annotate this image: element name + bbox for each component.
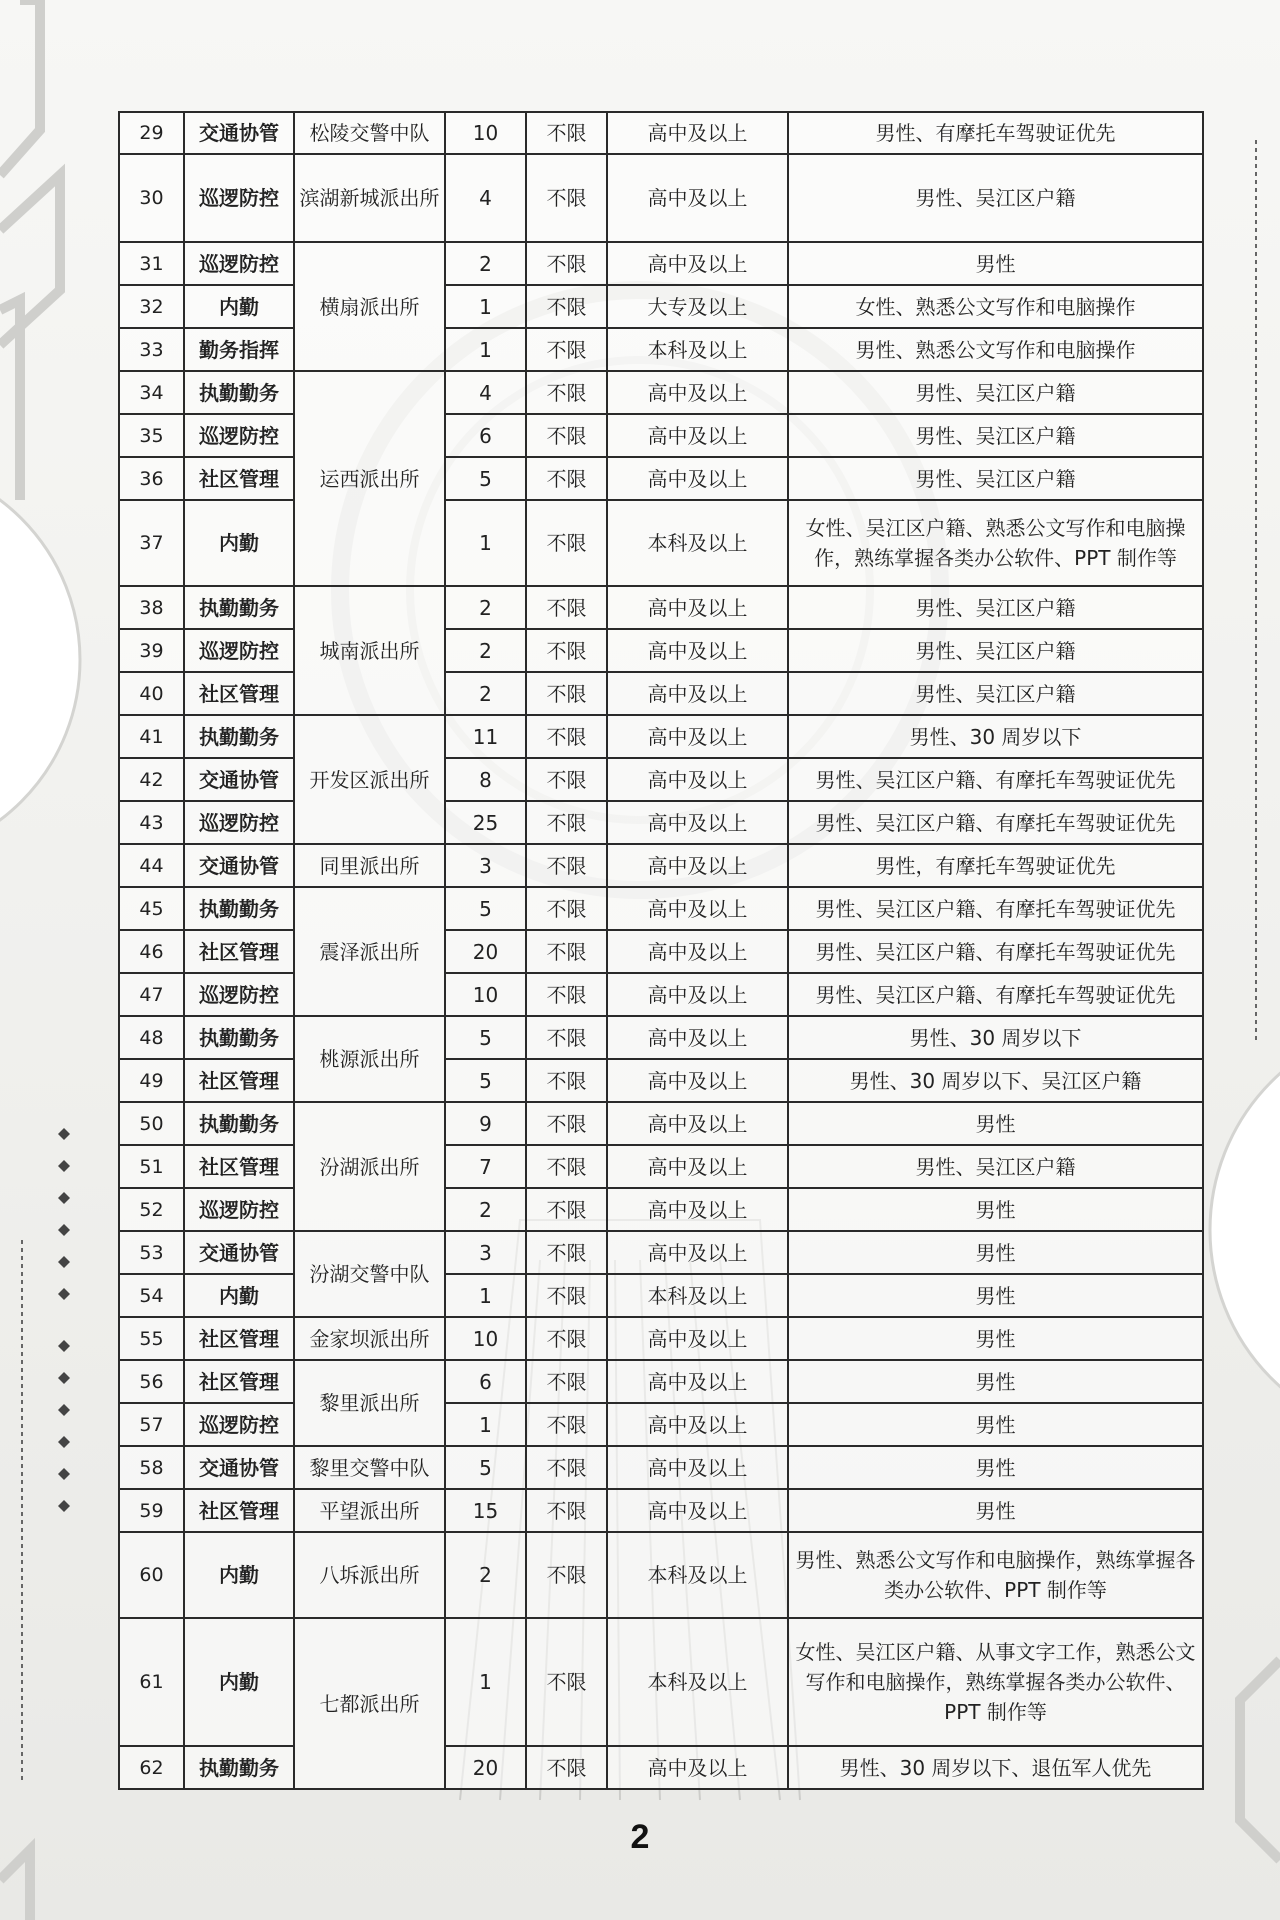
requirement-cell: 男性、熟悉公文写作和电脑操作，熟练掌握各类办公软件、PPT 制作等	[788, 1532, 1203, 1618]
position-cell: 执勤勤务	[184, 586, 294, 629]
position-cell: 社区管理	[184, 672, 294, 715]
education-cell: 本科及以上	[607, 1274, 788, 1317]
age-cell: 不限	[526, 629, 607, 672]
table-row	[119, 242, 1203, 285]
count-cell: 6	[445, 414, 526, 457]
row-number: 56	[119, 1360, 184, 1403]
row-number: 52	[119, 1188, 184, 1231]
education-cell: 高中及以上	[607, 1403, 788, 1446]
row-number: 55	[119, 1317, 184, 1360]
table-row	[119, 1274, 1203, 1317]
age-cell: 不限	[526, 758, 607, 801]
table-row	[119, 629, 1203, 672]
count-cell: 10	[445, 973, 526, 1016]
position-cell: 社区管理	[184, 1059, 294, 1102]
requirement-cell: 男性、30 周岁以下	[788, 715, 1203, 758]
table-row	[119, 1403, 1203, 1446]
position-cell: 内勤	[184, 1618, 294, 1746]
row-number: 53	[119, 1231, 184, 1274]
position-cell: 巡逻防控	[184, 1188, 294, 1231]
unit-cell: 桃源派出所	[294, 1016, 445, 1102]
count-cell: 7	[445, 1145, 526, 1188]
education-cell: 高中及以上	[607, 629, 788, 672]
position-cell: 社区管理	[184, 457, 294, 500]
age-cell: 不限	[526, 1317, 607, 1360]
row-number: 36	[119, 457, 184, 500]
requirement-cell: 男性、吴江区户籍	[788, 154, 1203, 242]
age-cell: 不限	[526, 371, 607, 414]
table-row	[119, 414, 1203, 457]
position-cell: 社区管理	[184, 1317, 294, 1360]
requirement-cell: 女性、吴江区户籍、从事文字工作，熟悉公文写作和电脑操作，熟练掌握各类办公软件、PPT 制作等	[788, 1618, 1203, 1746]
requirement-cell: 男性、吴江区户籍	[788, 586, 1203, 629]
table-row	[119, 1231, 1203, 1274]
table-row	[119, 1016, 1203, 1059]
count-cell: 5	[445, 887, 526, 930]
table-row	[119, 1188, 1203, 1231]
row-number: 30	[119, 154, 184, 242]
count-cell: 5	[445, 1446, 526, 1489]
table-row	[119, 1145, 1203, 1188]
age-cell: 不限	[526, 1403, 607, 1446]
education-cell: 高中及以上	[607, 801, 788, 844]
row-number: 39	[119, 629, 184, 672]
requirement-cell: 男性、吴江区户籍	[788, 414, 1203, 457]
row-number: 38	[119, 586, 184, 629]
position-cell: 巡逻防控	[184, 154, 294, 242]
education-cell: 高中及以上	[607, 1317, 788, 1360]
education-cell: 高中及以上	[607, 1145, 788, 1188]
position-cell: 执勤勤务	[184, 1016, 294, 1059]
education-cell: 高中及以上	[607, 242, 788, 285]
position-cell: 交通协管	[184, 1446, 294, 1489]
education-cell: 本科及以上	[607, 1618, 788, 1746]
education-cell: 高中及以上	[607, 672, 788, 715]
count-cell: 1	[445, 1618, 526, 1746]
age-cell: 不限	[526, 1489, 607, 1532]
education-cell: 高中及以上	[607, 758, 788, 801]
count-cell: 5	[445, 1016, 526, 1059]
row-number: 34	[119, 371, 184, 414]
unit-cell: 八坼派出所	[294, 1532, 445, 1618]
position-cell: 交通协管	[184, 758, 294, 801]
row-number: 32	[119, 285, 184, 328]
count-cell: 2	[445, 586, 526, 629]
position-cell: 巡逻防控	[184, 242, 294, 285]
unit-cell: 城南派出所	[294, 586, 445, 715]
age-cell: 不限	[526, 715, 607, 758]
position-cell: 巡逻防控	[184, 414, 294, 457]
education-cell: 高中及以上	[607, 1059, 788, 1102]
age-cell: 不限	[526, 672, 607, 715]
unit-cell: 滨湖新城派出所	[294, 154, 445, 242]
age-cell: 不限	[526, 500, 607, 586]
row-number: 42	[119, 758, 184, 801]
count-cell: 20	[445, 1746, 526, 1789]
requirement-cell: 女性、熟悉公文写作和电脑操作	[788, 285, 1203, 328]
row-number: 35	[119, 414, 184, 457]
position-cell: 执勤勤务	[184, 715, 294, 758]
education-cell: 高中及以上	[607, 1016, 788, 1059]
position-cell: 内勤	[184, 1532, 294, 1618]
age-cell: 不限	[526, 328, 607, 371]
age-cell: 不限	[526, 1274, 607, 1317]
age-cell: 不限	[526, 1360, 607, 1403]
position-cell: 交通协管	[184, 1231, 294, 1274]
requirement-cell: 男性、30 周岁以下、退伍军人优先	[788, 1746, 1203, 1789]
education-cell: 本科及以上	[607, 1532, 788, 1618]
table-row	[119, 1360, 1203, 1403]
requirement-cell: 男性	[788, 1489, 1203, 1532]
unit-cell: 平望派出所	[294, 1489, 445, 1532]
requirement-cell: 男性、吴江区户籍	[788, 371, 1203, 414]
requirement-cell: 男性、30 周岁以下、吴江区户籍	[788, 1059, 1203, 1102]
row-number: 54	[119, 1274, 184, 1317]
education-cell: 高中及以上	[607, 1489, 788, 1532]
education-cell: 高中及以上	[607, 1231, 788, 1274]
age-cell: 不限	[526, 1188, 607, 1231]
age-cell: 不限	[526, 154, 607, 242]
education-cell: 高中及以上	[607, 715, 788, 758]
requirement-cell: 男性	[788, 1360, 1203, 1403]
age-cell: 不限	[526, 930, 607, 973]
requirement-cell: 男性、吴江区户籍	[788, 1145, 1203, 1188]
count-cell: 10	[445, 1317, 526, 1360]
requirement-cell: 男性	[788, 1317, 1203, 1360]
unit-cell: 七都派出所	[294, 1618, 445, 1789]
table-row	[119, 1317, 1203, 1360]
age-cell: 不限	[526, 586, 607, 629]
row-number: 44	[119, 844, 184, 887]
education-cell: 大专及以上	[607, 285, 788, 328]
requirement-cell: 男性	[788, 1403, 1203, 1446]
age-cell: 不限	[526, 1618, 607, 1746]
table-row	[119, 285, 1203, 328]
row-number: 33	[119, 328, 184, 371]
table-row	[119, 500, 1203, 586]
row-number: 29	[119, 112, 184, 154]
unit-cell: 运西派出所	[294, 371, 445, 586]
table-row	[119, 930, 1203, 973]
requirement-cell: 女性、吴江区户籍、熟悉公文写作和电脑操作，熟练掌握各类办公软件、PPT 制作等	[788, 500, 1203, 586]
age-cell: 不限	[526, 973, 607, 1016]
position-cell: 社区管理	[184, 1360, 294, 1403]
education-cell: 高中及以上	[607, 1360, 788, 1403]
row-number: 59	[119, 1489, 184, 1532]
age-cell: 不限	[526, 887, 607, 930]
table-row	[119, 1532, 1203, 1618]
position-cell: 社区管理	[184, 930, 294, 973]
count-cell: 9	[445, 1102, 526, 1145]
unit-cell: 同里派出所	[294, 844, 445, 887]
position-cell: 内勤	[184, 1274, 294, 1317]
row-number: 47	[119, 973, 184, 1016]
position-cell: 勤务指挥	[184, 328, 294, 371]
table-row	[119, 112, 1203, 154]
requirement-cell: 男性	[788, 1188, 1203, 1231]
table-row	[119, 844, 1203, 887]
requirement-cell: 男性、有摩托车驾驶证优先	[788, 112, 1203, 154]
age-cell: 不限	[526, 1059, 607, 1102]
education-cell: 高中及以上	[607, 1446, 788, 1489]
count-cell: 8	[445, 758, 526, 801]
requirement-cell: 男性、熟悉公文写作和电脑操作	[788, 328, 1203, 371]
requirement-cell: 男性、吴江区户籍	[788, 457, 1203, 500]
requirement-cell: 男性、吴江区户籍、有摩托车驾驶证优先	[788, 758, 1203, 801]
requirement-cell: 男性	[788, 242, 1203, 285]
count-cell: 2	[445, 242, 526, 285]
table-row	[119, 328, 1203, 371]
position-cell: 内勤	[184, 500, 294, 586]
position-cell: 执勤勤务	[184, 371, 294, 414]
row-number: 49	[119, 1059, 184, 1102]
position-cell: 社区管理	[184, 1489, 294, 1532]
table-row	[119, 715, 1203, 758]
position-cell: 内勤	[184, 285, 294, 328]
unit-cell: 汾湖派出所	[294, 1102, 445, 1231]
row-number: 51	[119, 1145, 184, 1188]
age-cell: 不限	[526, 1016, 607, 1059]
requirement-cell: 男性，有摩托车驾驶证优先	[788, 844, 1203, 887]
count-cell: 2	[445, 629, 526, 672]
position-cell: 社区管理	[184, 1145, 294, 1188]
education-cell: 高中及以上	[607, 586, 788, 629]
age-cell: 不限	[526, 1145, 607, 1188]
row-number: 61	[119, 1618, 184, 1746]
table-row	[119, 1446, 1203, 1489]
age-cell: 不限	[526, 1446, 607, 1489]
position-cell: 交通协管	[184, 844, 294, 887]
table-row	[119, 586, 1203, 629]
position-cell: 巡逻防控	[184, 801, 294, 844]
age-cell: 不限	[526, 801, 607, 844]
count-cell: 2	[445, 1188, 526, 1231]
row-number: 58	[119, 1446, 184, 1489]
requirement-cell: 男性	[788, 1446, 1203, 1489]
row-number: 57	[119, 1403, 184, 1446]
count-cell: 1	[445, 1274, 526, 1317]
unit-cell: 松陵交警中队	[294, 112, 445, 154]
count-cell: 5	[445, 1059, 526, 1102]
table-row	[119, 457, 1203, 500]
table-row	[119, 801, 1203, 844]
count-cell: 4	[445, 371, 526, 414]
row-number: 41	[119, 715, 184, 758]
page-number: 2	[630, 1818, 650, 1856]
requirement-cell: 男性、吴江区户籍、有摩托车驾驶证优先	[788, 973, 1203, 1016]
age-cell: 不限	[526, 1231, 607, 1274]
education-cell: 本科及以上	[607, 328, 788, 371]
position-cell: 巡逻防控	[184, 1403, 294, 1446]
row-number: 62	[119, 1746, 184, 1789]
table-row	[119, 758, 1203, 801]
age-cell: 不限	[526, 1102, 607, 1145]
position-cell: 巡逻防控	[184, 973, 294, 1016]
requirement-cell: 男性	[788, 1102, 1203, 1145]
unit-cell: 黎里派出所	[294, 1360, 445, 1446]
position-cell: 执勤勤务	[184, 1102, 294, 1145]
table-row	[119, 154, 1203, 242]
table-row	[119, 1489, 1203, 1532]
count-cell: 1	[445, 500, 526, 586]
age-cell: 不限	[526, 242, 607, 285]
table-row	[119, 973, 1203, 1016]
unit-cell: 汾湖交警中队	[294, 1231, 445, 1317]
row-number: 60	[119, 1532, 184, 1618]
requirement-cell: 男性	[788, 1274, 1203, 1317]
position-cell: 执勤勤务	[184, 1746, 294, 1789]
count-cell: 10	[445, 112, 526, 154]
education-cell: 高中及以上	[607, 973, 788, 1016]
requirement-cell: 男性	[788, 1231, 1203, 1274]
count-cell: 1	[445, 328, 526, 371]
position-cell: 巡逻防控	[184, 629, 294, 672]
row-number: 31	[119, 242, 184, 285]
education-cell: 高中及以上	[607, 154, 788, 242]
age-cell: 不限	[526, 112, 607, 154]
row-number: 37	[119, 500, 184, 586]
education-cell: 高中及以上	[607, 457, 788, 500]
count-cell: 5	[445, 457, 526, 500]
education-cell: 高中及以上	[607, 1102, 788, 1145]
count-cell: 3	[445, 1231, 526, 1274]
recruitment-table	[118, 111, 1204, 1790]
position-cell: 交通协管	[184, 112, 294, 154]
row-number: 46	[119, 930, 184, 973]
education-cell: 高中及以上	[607, 414, 788, 457]
requirement-cell: 男性、吴江区户籍、有摩托车驾驶证优先	[788, 887, 1203, 930]
table-row	[119, 1746, 1203, 1789]
education-cell: 高中及以上	[607, 1746, 788, 1789]
count-cell: 1	[445, 285, 526, 328]
age-cell: 不限	[526, 457, 607, 500]
requirement-cell: 男性、吴江区户籍	[788, 629, 1203, 672]
count-cell: 20	[445, 930, 526, 973]
unit-cell: 开发区派出所	[294, 715, 445, 844]
table-row	[119, 887, 1203, 930]
count-cell: 1	[445, 1403, 526, 1446]
table-row	[119, 672, 1203, 715]
education-cell: 高中及以上	[607, 1188, 788, 1231]
age-cell: 不限	[526, 1532, 607, 1618]
table-row	[119, 371, 1203, 414]
table-row	[119, 1618, 1203, 1746]
requirement-cell: 男性、吴江区户籍、有摩托车驾驶证优先	[788, 801, 1203, 844]
count-cell: 2	[445, 672, 526, 715]
table-row	[119, 1102, 1203, 1145]
age-cell: 不限	[526, 414, 607, 457]
row-number: 50	[119, 1102, 184, 1145]
age-cell: 不限	[526, 844, 607, 887]
requirement-cell: 男性、30 周岁以下	[788, 1016, 1203, 1059]
position-cell: 执勤勤务	[184, 887, 294, 930]
count-cell: 3	[445, 844, 526, 887]
unit-cell: 黎里交警中队	[294, 1446, 445, 1489]
requirement-cell: 男性、吴江区户籍	[788, 672, 1203, 715]
row-number: 40	[119, 672, 184, 715]
age-cell: 不限	[526, 1746, 607, 1789]
count-cell: 11	[445, 715, 526, 758]
table-row	[119, 1059, 1203, 1102]
count-cell: 25	[445, 801, 526, 844]
education-cell: 高中及以上	[607, 887, 788, 930]
unit-cell: 金家坝派出所	[294, 1317, 445, 1360]
unit-cell: 横扇派出所	[294, 242, 445, 371]
education-cell: 本科及以上	[607, 500, 788, 586]
row-number: 45	[119, 887, 184, 930]
education-cell: 高中及以上	[607, 112, 788, 154]
unit-cell: 震泽派出所	[294, 887, 445, 1016]
row-number: 43	[119, 801, 184, 844]
education-cell: 高中及以上	[607, 371, 788, 414]
count-cell: 4	[445, 154, 526, 242]
count-cell: 6	[445, 1360, 526, 1403]
education-cell: 高中及以上	[607, 844, 788, 887]
requirement-cell: 男性、吴江区户籍、有摩托车驾驶证优先	[788, 930, 1203, 973]
education-cell: 高中及以上	[607, 930, 788, 973]
count-cell: 2	[445, 1532, 526, 1618]
row-number: 48	[119, 1016, 184, 1059]
age-cell: 不限	[526, 285, 607, 328]
count-cell: 15	[445, 1489, 526, 1532]
